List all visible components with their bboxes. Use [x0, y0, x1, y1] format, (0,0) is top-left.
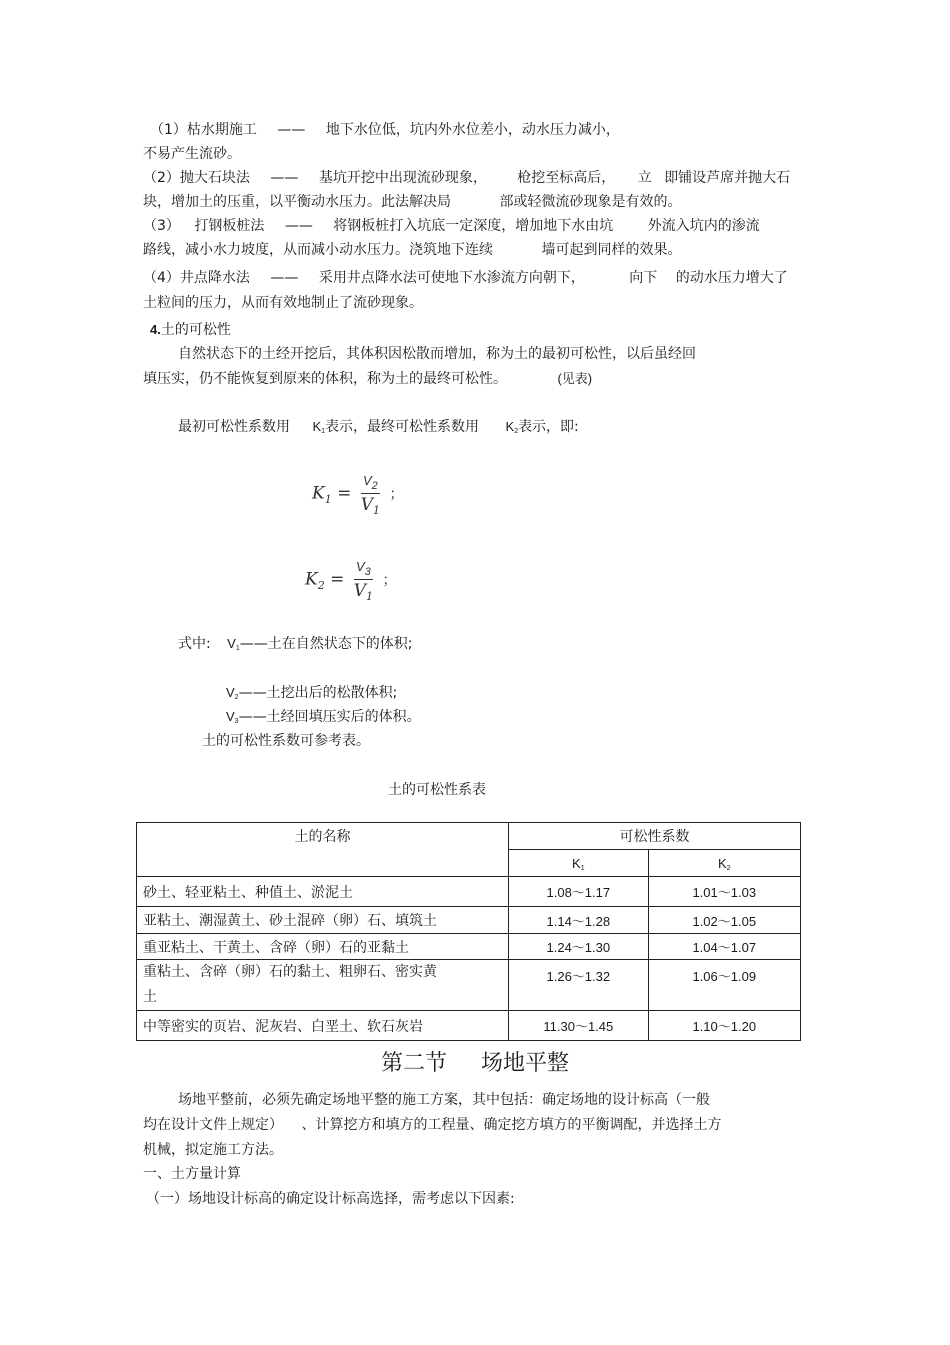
k2-value: 1.10～1.20 [648, 1011, 800, 1041]
loose-p2 [143, 369, 592, 389]
section-p2-b: 、计算挖方和填方的工程量、确定挖方填方的平衡调配，并选择土方 [301, 1117, 722, 1133]
method-4-label: （4）井点降水法 [143, 270, 250, 286]
method-3-cont-a: 路线，减小水力坡度，从而减小动水压力。浇筑地下连续 [143, 242, 493, 258]
section-p3: 机械，拟定施工方法。 [143, 1142, 283, 1158]
soil-name [137, 960, 509, 1011]
method-2-text: 基坑开挖中出现流砂现象， [318, 170, 487, 186]
v2-text: ——土挖出后的松散体积; [238, 685, 398, 701]
section-p1: 场地平整前，必须先确定场地平整的施工方案，其中包括：确定场地的设计标高（一般 [178, 1092, 710, 1108]
formula-k1: $K_1$ = $\frac{V_2}{V_1}$ ； [312, 470, 403, 518]
method-3-cont-b: 墙可起到同样的效果。 [541, 242, 682, 258]
k2-symbol: K2 [505, 419, 519, 435]
section-name: 场地平整 [481, 1051, 570, 1076]
method-4-text2: 向下 [629, 270, 658, 286]
table-row [137, 877, 801, 907]
k2-value: 1.04～1.07 [648, 934, 800, 960]
v3-symbol: V3 [226, 709, 239, 725]
coef-text-c: 表示，即: [518, 419, 579, 435]
v1-text: ——土在自然状态下的体积; [239, 636, 413, 652]
section-h2: （一）场地设计标高的确定设计标高选择，需考虑以下因素: [146, 1191, 515, 1207]
k1-value: 1.14～1.28 [509, 907, 648, 934]
method-1-text: 地下水位低，坑内外水位差小，动水压力减小， [325, 122, 620, 138]
table-row [137, 907, 801, 934]
method-4-line [143, 268, 788, 288]
v3-text: ——土经回填压实后的体积。 [238, 709, 421, 725]
legend-label: 式中: [178, 636, 211, 652]
method-3-line [143, 216, 760, 236]
header-k2: K2 [648, 850, 800, 877]
legend-ref: 土的可松性系数可参考表。 [202, 733, 370, 749]
section-title [0, 1046, 950, 1077]
section-p2-a: 均在设计文件上规定） [143, 1117, 283, 1133]
method-2-text2: 枪挖至标高后， [517, 170, 616, 186]
table-caption: 土的可松性系表 [388, 782, 486, 798]
see-table-note: (见表) [557, 371, 593, 386]
table-row [137, 934, 801, 960]
method-2-text3: 立 [637, 170, 652, 186]
header-k1: K1 [509, 850, 648, 877]
section-p2 [143, 1115, 721, 1135]
loose-heading [150, 320, 231, 340]
dash: —— [270, 170, 299, 186]
method-4-cont: 土粒间的压力，从而有效地制止了流砂现象。 [143, 295, 423, 311]
table-header-row [137, 823, 801, 850]
loose-p2-text: 填压实，仍不能恢复到原来的体积，称为土的最终可松性。 [143, 371, 507, 387]
k1-value: 11.30～1.45 [509, 1011, 648, 1041]
v2-symbol: V2 [226, 685, 239, 701]
heading-text: 土的可松性 [160, 322, 231, 338]
method-1-line [150, 120, 620, 140]
dash: —— [270, 270, 299, 286]
header-name: 土的名称 [137, 823, 509, 877]
k1-value: 1.08～1.17 [509, 877, 648, 907]
dash: —— [284, 218, 313, 234]
legend-v2 [226, 683, 397, 706]
coef-line [178, 417, 579, 440]
section-h1: 一、土方量计算 [143, 1166, 241, 1182]
header-coef: 可松性系数 [509, 823, 801, 850]
section-number: 第二节 [380, 1051, 447, 1076]
table-row [137, 960, 801, 1011]
soil-name: 重亚粘土、干黄土、含碎（卵）石的亚黏土 [137, 934, 509, 960]
soil-name: 亚粘土、潮湿黄土、砂土混碎（卵）石、填筑土 [137, 907, 509, 934]
k1-value: 1.24～1.30 [509, 934, 648, 960]
method-4-text: 采用井点降水法可使地下水渗流方向朝下， [318, 270, 585, 286]
k2-value: 1.01～1.03 [648, 877, 800, 907]
soil-name-line1: 重粘土、含碎（卵）石的黏土、粗卵石、密实黄 [143, 964, 437, 980]
legend-v3 [226, 707, 421, 730]
method-2-label: （2）抛大石块法 [143, 170, 250, 186]
method-2-cont-a: 块，增加土的压重，以平衡动水压力。此法解决局 [143, 194, 451, 210]
method-2-cont [143, 192, 681, 212]
method-3-num: （3） [143, 218, 180, 234]
coef-text-a: 最初可松性系数用 [178, 419, 290, 435]
method-1-label: （1）枯水期施工 [150, 122, 257, 138]
soil-name: 中等密实的页岩、泥灰岩、白垩土、软石灰岩 [137, 1011, 509, 1041]
heading-num: 4. [150, 322, 161, 337]
v1-symbol: V1 [227, 636, 240, 652]
table-row [137, 1011, 801, 1041]
k1-value: 1.26～1.32 [509, 960, 648, 1011]
loose-coef-table [136, 822, 801, 1041]
method-3-text2: 外流入坑内的渗流 [647, 218, 760, 234]
k1-symbol: K1 [312, 419, 326, 435]
method-2-text4: 即铺设芦席并抛大石 [664, 170, 791, 186]
formula-k2: $K_2$ = $\frac{V_3}{V_1}$ ； [305, 556, 396, 604]
coef-text-b: 表示，最终可松性系数用 [325, 419, 480, 435]
method-3-text: 将钢板桩打入坑底一定深度，增加地下水由坑 [333, 218, 614, 234]
k2-value: 1.06～1.09 [648, 960, 800, 1011]
dash: —— [277, 122, 306, 138]
soil-name: 砂土、轻亚粘土、种值土、淤泥土 [137, 877, 509, 907]
loose-p1: 自然状态下的土经开挖后，其体积因松散而增加，称为土的最初可松性，以后虽经回 [178, 346, 696, 362]
method-2-cont-b: 部或轻微流砂现象是有效的。 [499, 194, 682, 210]
method-1-cont: 不易产生流砂。 [143, 146, 241, 162]
method-4-text3: 的动水压力增大了 [675, 270, 788, 286]
legend-v1 [178, 634, 412, 657]
method-2-line [143, 168, 790, 188]
soil-name-line2: 土 [143, 989, 157, 1005]
method-3-label: 打钢板桩法 [194, 218, 265, 234]
method-3-cont [143, 240, 681, 260]
k2-value: 1.02～1.05 [648, 907, 800, 934]
